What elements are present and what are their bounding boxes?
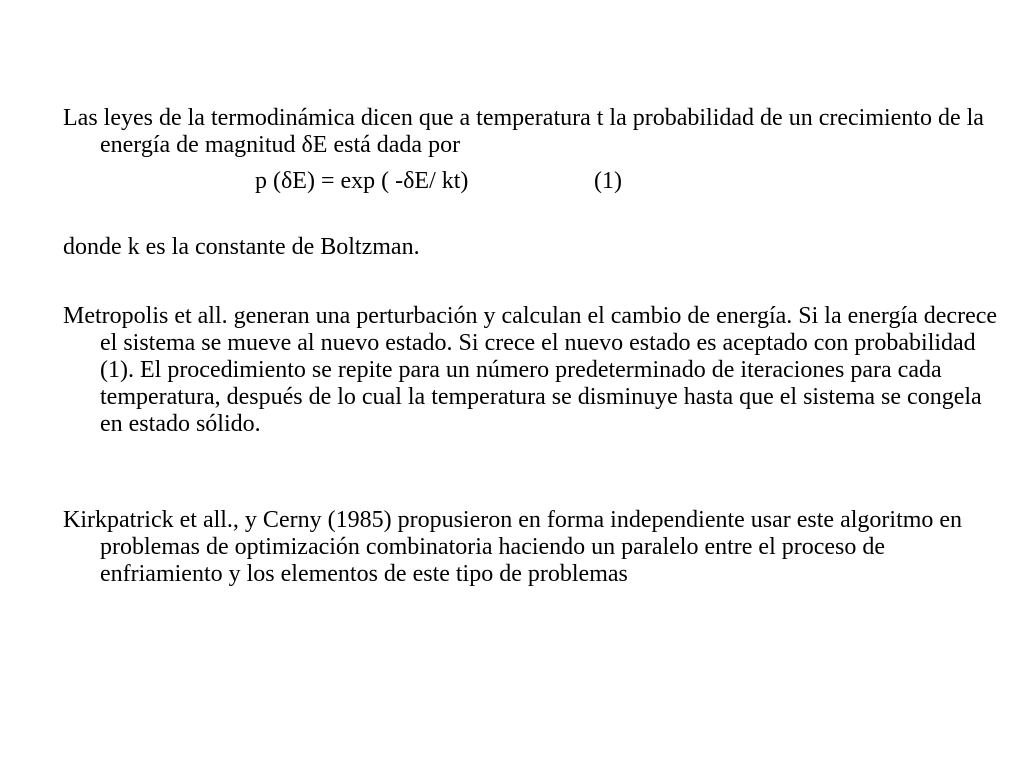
kirkpatrick-paragraph: Kirkpatrick et all., y Cerny (1985) propusieron en forma independiente usar este algoritmo en problemas de optimización combinatoria haciendo un paralelo entre el proceso de enfriamiento y los elementos de este tipo de problemas [63,507,963,587]
intro-paragraph: Las leyes de la termodinámica dicen que a temperatura t la probabilidad de un crecimiento de la energía de magnitud δE está dada por [63,105,984,158]
metropolis-paragraph: Metropolis et all. generan una perturbación y calculan el cambio de energía. Si la energía decrece el sistema se mueve al nuevo estado. Si crece el nuevo estado es aceptado con probabilidad (1). El procedimiento se repite para un número predeterminado de iteraciones para cada temperatura, después de lo cual la temperatura se disminuye hasta que el sistema se congela en estado sólido. [63,303,998,437]
equation-number: (1) [594,168,622,194]
boltzmann-paragraph: donde k es la constante de Boltzman. [63,234,420,260]
probability-equation: p (δE) = exp ( -δE/ kt) [255,168,469,194]
